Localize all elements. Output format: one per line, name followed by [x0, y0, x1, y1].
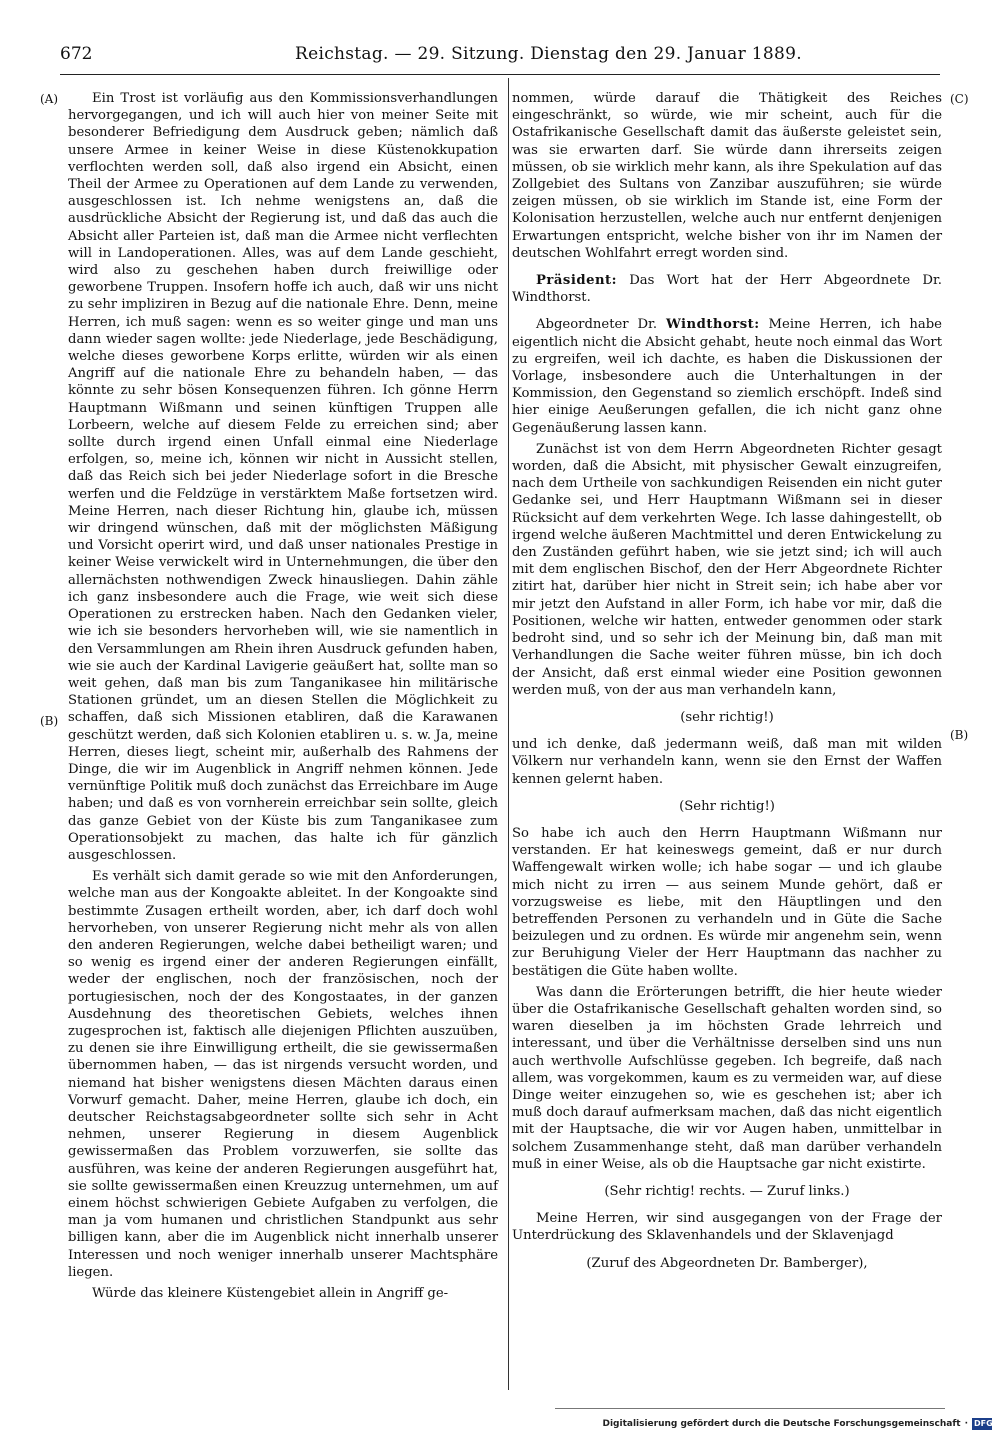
left-paragraph-2: Es verhält sich damit gerade so wie mit den Anforderungen, welche man aus der Kongoakte ableitet. In der Kongoakte sind bestimmte Zusagen ertheilt worden, aber, ich darf doch wohl hervorheben, von unserer Regierung nicht mehr als von allen den anderen Regierungen, welche dabei betheiligt waren; und so wenig es irgend einer der anderen Regierungen einfällt, weder der englischen, noch der französischen, noch der portugiesischen, noch der des Kongostaates, in der ganzen Ausdehnung des theoretischen Gebiets, welches ihnen zugesprochen ist, faktisch alle diejenigen Pflichten auszuüben, zu denen sie ihre Einwilligung ertheilt, die sie gewissermaßen übernommen haben, — das ist nirgends versucht worden, und niemand hat bisher wenigstens diesen Mächten daraus einen Vorwurf gemacht. Daher, meine Herren, glaube ich doch, ein deutscher Reichstagsabgeordneter sollte sich sehr in Acht nehmen, unserer Regierung in diesem Augenblick gewissermaßen das Problem vorzuwerfen, sie sollte das ausführen, was keine der anderen Regierungen ausgeführt hat, sie sollte gewissermaßen einen Kreuzzug unternehmen, um auf einem höchst schwierigen Gebiete Aufgaben zu verfolgen, die man ja vom humanen und christlichen Standpunkt aus sehr billigen kann, aber die im Augenblick nicht innerhalb unserer Interessen und noch weniger innerhalb unserer Machtsphäre liegen.: [68, 869, 498, 1280]
dfg-logo-text: DFG: [974, 1419, 993, 1428]
margin-mark-b-right: (B): [950, 728, 969, 742]
president-text: Das Wort hat der Herr Abgeordnete Dr. Windthorst.: [512, 273, 942, 306]
speaker-prefix: Abgeordneter Dr.: [536, 317, 658, 333]
running-title: Reichstag. — 29. Sitzung. Dienstag den 29. Januar 1889.: [295, 44, 802, 64]
interjection-4: (Zuruf des Abgeordneten Dr. Bamberger),: [586, 1255, 868, 1271]
right-paragraph-3: Zunächst ist von dem Herrn Abgeordneten Richter gesagt worden, daß die Absicht, mit physischer Gewalt einzugreifen, nach dem Urtheile von sachkundigen Reisenden ein nicht guter Gedanke sei, und Herr Hauptmann Wißmann sei in dieser Rücksicht auf dem verkehrten Wege. Ich lasse dahingestellt, ob irgend welche äußeren Machtmittel und deren Entwickelung zu den Zuständen geführt haben, wie sie jetzt sind; ich will auch mit dem englischen Bischof, den der Herr Abgeordnete Richter zitirt hat, darüber hier nicht in Streit sein; ich habe aber vor mir jetzt den Aufstand in aller Form, ich habe vor mir, daß die Positionen, welche wir hatten, entweder genommen oder stark bedroht sind, und so sehr ich der Meinung bin, daß man mit Verhandlungen die Sache weiter führen müsse, bin ich doch der Ansicht, daß erst einmal wieder eine Position gewonnen werden muß, von der aus man verhandeln kann,: [512, 441, 942, 698]
right-paragraph-7: Meine Herren, wir sind ausgegangen von der Frage der Unterdrückung des Sklavenhandels und der Sklavenjagd: [512, 1211, 942, 1244]
footer-credit: Digitalisierung gefördert durch die Deutsche Forschungsgemeinschaft: [602, 1419, 961, 1429]
right-column: [512, 90, 942, 1282]
left-paragraph-1: Ein Trost ist vorläufig aus den Kommissionsverhandlungen hervorgegangen, und ich will auch hier von meiner Seite mit besonderer Befriedigung dem Ausdruck geben; nämlich daß unsere Armee in keiner Weise in diese Küstenokkupation verflochten werden soll, daß also irgend ein Absicht, einen Theil der Armee zu Operationen auf dem Lande zu verwenden, ausgeschlossen ist. Ich nehme wenigstens an, daß die ausdrückliche Absicht der Regierung ist, und daß das auch die Absicht aller Parteien ist, daß man die Armee nicht verflechten will in Landoperationen. Alles, was auf dem Lande geschieht, wird also zu geschehen haben durch freiwillige oder geworbene Truppen. Insofern hoffe ich auch, daß wir uns nicht zu sehr impliziren in Bezug auf die nationale Ehre. Denn, meine Herren, ich muß sagen: wenn es so weiter ginge und man uns dann wieder sagen wollte: jede Niederlage, jede Beschädigung, welche dieses geworbene Korps erlitte, würden wir als einen Angriff auf die nationale Ehre zu behandeln haben, — das könnte zu sehr bösen Konsequenzen führen. Ich gönne Herrn Hauptmann Wißmann und seinen künftigen Truppen alle Lorbeern, welche auf diesem Felde zu erreichen sind; aber sollte durch irgend einen Unfall einmal eine Niederlage erfolgen, so, meine ich, können wir nicht in Aussicht stellen, daß das Reich sich bei jeder Niederlage sofort in die Bresche werfen und die Feldzüge in verstärktem Maße fortsetzen wird. Meine Herren, nach dieser Richtung hin, glaube ich, müssen wir dringend wünschen, daß mit der möglichsten Mäßigung und Vorsicht operirt wird, und daß unser nationales Prestige in keiner Weise verwickelt wird in Unternehmungen, die über den allernächsten nothwendigen Zweck hinausliegen. Dahin zähle ich ganz insbesondere auch die Frage, wie weit sich diese Operationen zu erstrecken haben. Nach den Gedanken vieler, wie ich sie besonders hervorheben will, wie sie namentlich in den Versammlungen am Rhein ihren Ausdruck gefunden haben, wie sie auch der Kardinal Lavigerie geäußert hat, sollte man so weit gehen, daß man bis zum Tanganikasee hin militärische Stationen gründet, um an diesen Stellen die Möglichkeit zu schaffen, daß sich Missionen etabliren, daß die Karawanen geschützt werden, daß sich Kolonien etabliren u. s. w. Ja, meine Herren, dieses liegt, scheint mir, außerhalb des Rahmens der Dinge, die wir im Augenblick in Angriff nehmen können. Jede vernünftige Politik muß doch zunächst das Erreichbare im Auge haben; und daß es von vornherein erreichbar sein sollte, gleich das ganze Gebiet von der Küste bis zum Tanganikasee zum Operationsobjekt zu machen, das halte ich für gänzlich ausgeschlossen.: [68, 91, 498, 863]
left-paragraph-3: Würde das kleinere Küstengebiet allein in Angriff ge-: [92, 1286, 449, 1302]
left-column: [68, 90, 498, 1306]
right-paragraph-6: Was dann die Erörterungen betrifft, die hier heute wieder über die Ostafrikanische Gesellschaft gehalten worden sind, so waren dieselben ja im höchsten Grade lehrreich und interessant, und über die Verhältnisse derselben sind uns nun auch werthvolle Aufschlüsse gegeben. Ich begreife, daß nach allem, was vorgekommen, kaum es zu vermeiden war, auf diese Dinge weiter einzugehen so, wie es geschehen ist; aber ich muß doch darauf aufmerksam machen, daß das nicht eigentlich mit der Hauptsache, die wir vor Augen haben, unmittelbar in solchem Zusammenhange steht, daß man darüber verhandeln muß in einer Weise, als ob die Hauptsache gar nicht existirte.: [512, 984, 942, 1172]
margin-mark-c: (C): [950, 92, 969, 106]
digitization-footer: Digitalisierung gefördert durch die Deutsche Forschungsgemeinschaft · DFG: [602, 1419, 993, 1429]
right-paragraph-5: So habe ich auch den Herrn Hauptmann Wißmann nur verstanden. Er hat keineswegs gemeint, daß er nur durch Waffengewalt wirken wolle; ich habe sogar — und ich glaube mich nicht zu irren — aus seinem Munde gehört, daß er vorzugsweise es liebe, mit den Häuptlingen und den betreffenden Personen zu verhandeln und in Güte die Sache beizulegen und zu ordnen. Es würde mir angenehm sein, wenn zur Beruhigung Vieler der Herr Hauptmann das nachher zu bestätigen die Güte haben wollte.: [512, 825, 942, 979]
column-divider: [508, 78, 509, 1390]
president-label: Präsident:: [536, 273, 618, 289]
header-rule: [60, 74, 940, 75]
president-statement: [512, 272, 942, 306]
speaker-statement: [512, 316, 942, 436]
right-paragraph-1: nommen, würde darauf die Thätigkeit des Reiches eingeschränkt, so würde, wie mir scheint, auch für die Ostafrikanische Gesellschaft damit das äußerste geleistet sein, was sie erwarten darf. Sie würde dann ihrerseits zeigen müssen, ob sie wirklich mehr kann, als ihre Spekulation auf das Zollgebiet des Sultans von Zanzibar auszuführen; sie würde zeigen müssen, ob sie wirklich im Stande ist, eine Form der Kolonisation herzustellen, welche auch nur entfernt denjenigen Erwartungen entspricht, welche bisher von ihr im Namen der deutschen Wohlfahrt erregt worden sind.: [512, 91, 942, 261]
page-number: 672: [60, 44, 93, 64]
page-header: [60, 44, 940, 70]
dfg-logo-icon: [972, 1418, 992, 1430]
speaker-name: Windthorst:: [665, 317, 760, 333]
interjection-1: (sehr richtig!): [680, 709, 774, 725]
margin-mark-b-left: (B): [40, 714, 59, 728]
margin-mark-a: (A): [40, 92, 59, 106]
right-paragraph-4: und ich denke, daß jedermann weiß, daß man mit wilden Völkern nur verhandeln kann, wenn sie den Ernst der Waffen kennen gelernt haben.: [512, 737, 942, 787]
bottom-rule: [555, 1408, 945, 1409]
interjection-2: (Sehr richtig!): [679, 798, 775, 814]
interjection-3: (Sehr richtig! rechts. — Zuruf links.): [604, 1183, 850, 1199]
speaker-text: Meine Herren, ich habe eigentlich nicht die Absicht gehabt, heute noch einmal das Wort zu ergreifen, weil ich dachte, es haben die Diskussionen der Vorlage, insbesondere auch die Unterhaltungen in der Kommission, den Gegenstand so ziemlich erschöpft. Indeß sind hier einige Aeußerungen gefallen, die ich nicht ganz ohne Gegenäußerung lassen kann.: [512, 317, 942, 436]
